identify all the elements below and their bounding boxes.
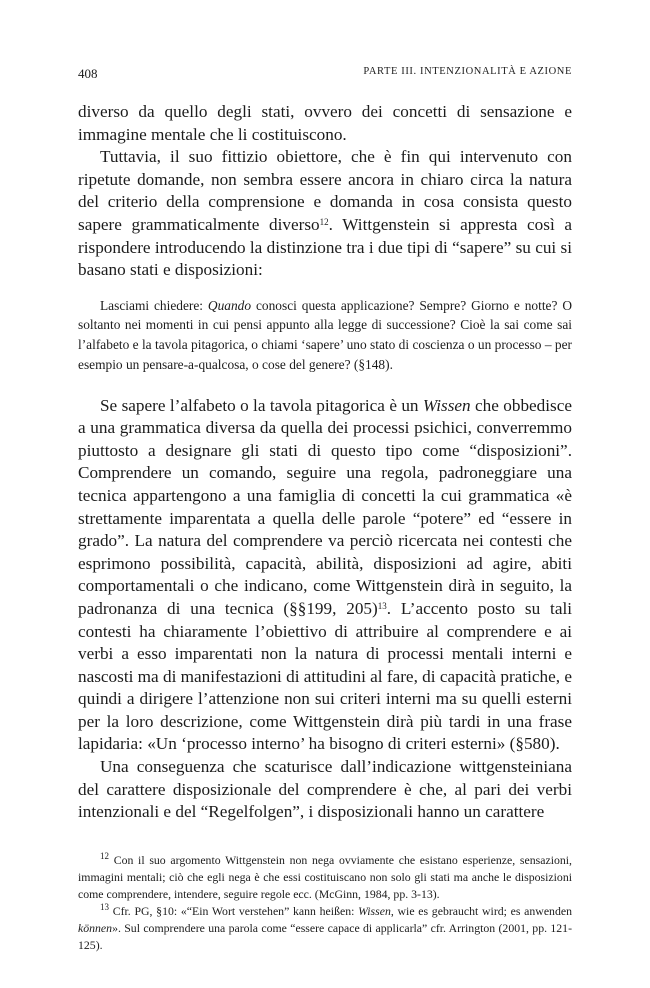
footnote-12-mark: 12 (100, 850, 109, 861)
quote-italic: Quando (207, 297, 252, 313)
block-quote (78, 296, 572, 375)
footnote-13-italic-1: Wissen (358, 903, 391, 918)
footnote-13-mark: 13 (100, 901, 109, 912)
paragraph-4 (78, 756, 572, 824)
paragraph-3 (78, 395, 572, 757)
paragraph-2 (78, 146, 572, 282)
footnotes (78, 852, 572, 954)
footnote-13-text-a: Cfr. PG, §10: «“Ein Wort verstehen” kann heißen: (109, 903, 359, 918)
footnote-13 (78, 903, 572, 954)
quote-after: conosci questa applicazione? Sempre? Giorno e notte? O soltanto nei momenti in cui pensi appunto alla legge di successione? Cioè la sai come sai l’alfabeto e la tavola pitagorica, o chiami ‘sapere’ uno stato di coscienza o un processo – per esempio un pensare-a-qualcosa, o cose del genere? (§148). (78, 297, 572, 372)
footnote-12 (78, 852, 572, 903)
paragraph-2-text-a: Tuttavia, il suo fittizio obiettore, che è fin qui intervenuto con ripetute domande, non sembra essere ancora in chiaro circa la natura del criterio della comprensione e domanda in cosa consista questo sapere grammaticalmente diverso (78, 147, 572, 234)
paragraph-1 (78, 101, 572, 146)
footnote-13-italic-2: können (78, 920, 113, 935)
paragraph-4-text: Una conseguenza che scaturisce dall’indicazione wittgensteiniana del carattere disposizionale del comprendere è che, al pari dei verbi intenzionali e del “Regelfolgen”, i disposizionali hanno un carattere (78, 757, 572, 822)
paragraph-3-italic: Wissen (422, 395, 471, 415)
paragraph-3-text-b: . L’accento posto su tali contesti ha chiaramente l’obiettivo di attribuire al comprendere e ai verbi a esso imparentati non la natura di processi mentali interni e nascosti ma di manifestazioni di attitudini al fare, di capacità pratiche, e quindi a dirigere l’attenzione non sui criteri interni ma su quelli esterni per la loro descrizione, come Wittgenstein dirà più tardi in una frase lapidaria: «Un ‘processo interno’ ha bisogno di criteri esterni» (§580). (78, 598, 573, 754)
footnote-12-text: Con il suo argomento Wittgenstein non nega ovviamente che esistano esperienze, sensazioni, immagini mentali; ciò che egli nega è che essi costituiscano non solo gli stati ma anche le disposizioni come comprendere, intendere, seguire regole ecc. (McGinn, 1984, pp. 3-13). (78, 852, 572, 901)
footnote-13-text-c: ». Sul comprendere una parola come “essere capace di applicarla” cfr. Arrington (2001, pp. 121-125). (78, 920, 572, 952)
quote-before: Lasciami chiedere: (100, 297, 208, 313)
footnote-ref-13: 13 (377, 600, 387, 611)
paragraph-1-text: diverso da quello degli stati, ovvero dei concetti di sensazione e immagine mentale che li costituiscono. (78, 102, 572, 144)
footnote-13-text-b: , wie es gebraucht wird; es anwenden (390, 903, 572, 918)
page-header (78, 66, 572, 84)
paragraph-3-text-a: che obbedisce a una grammatica diversa da quella dei processi psichici, converremmo piuttosto a designare gli stati di questo tipo come “disposizioni”. Comprendere un comando, seguire una regola, padroneggiare una tecnica appartengono a una famiglia di concetti la cui grammatica «è strettamente imparentata a quella delle parole “potere” ed “essere in grado”. La natura del comprendere va perciò ricercata nei contesti che esprimono possibilità, capacità, abilità, disposizioni ad agire, abiti comportamentali o che indicano, come Wittgenstein dirà in seguito, la padronanza di una tecnica (§§199, 205) (78, 395, 572, 618)
paragraph-3-before: Se sapere l’alfabeto o la tavola pitagorica è un (100, 395, 423, 415)
footnote-ref-12: 12 (319, 216, 329, 227)
running-title: PARTE III. INTENZIONALITÀ E AZIONE (363, 66, 572, 77)
page-number: 408 (78, 66, 98, 81)
paragraph-2-text-b: . Wittgenstein si appresta così a rispondere introducendo la distinzione tra i due tipi di “sapere” su cui si basano stati e disposizioni: (78, 214, 572, 280)
page-body (78, 101, 572, 954)
